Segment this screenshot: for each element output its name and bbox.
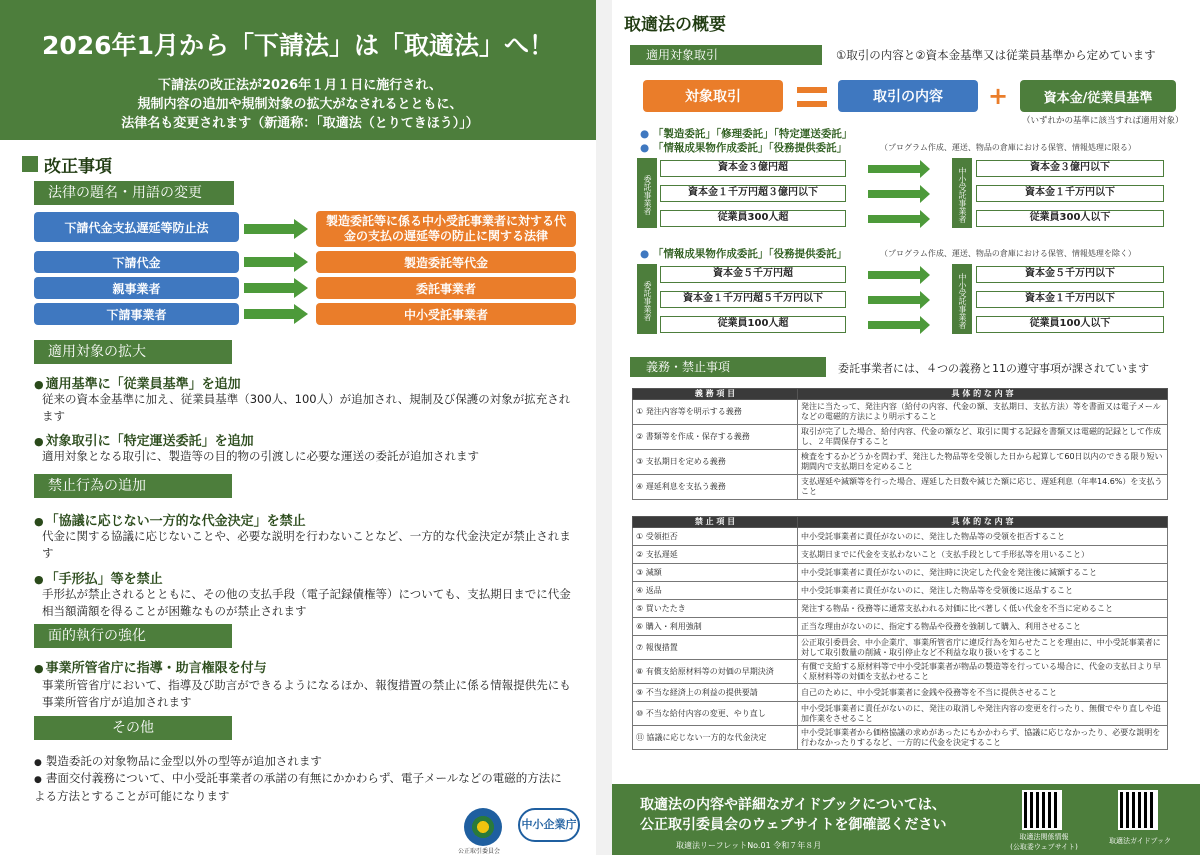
- bar-scope-expansion: 適用対象の拡大: [34, 340, 232, 364]
- square-bullet-icon: [22, 156, 38, 172]
- vlabel-right-2: 中小受託事業者: [952, 264, 972, 334]
- vlabel-left-2: 委託事業者: [637, 264, 657, 334]
- bar-scope: 適用対象取引: [630, 45, 822, 65]
- g2-right-0: 資本金５千万円以下: [976, 266, 1164, 283]
- other-item-2: ● 書面交付義務について、中小受託事業者の承諾の有無にかかわらず、電子メールなどの電磁的方法による方法とすることが可能になります: [34, 770, 564, 804]
- prohibition-table-header-item: 禁 止 項 目: [633, 517, 798, 528]
- table-row: ⑧ 有償支給原材料等の対価の早期決済 有償で支給する原材料等で中小受託事業者が物品の製造等を行っている場合に、代金の支払日より早く原材料等の対価を支払わせること: [633, 660, 1168, 684]
- bullet-head-4: ● 「手形払」等を禁止: [34, 568, 163, 587]
- bar-enforcement: 面的執行の強化: [34, 624, 232, 648]
- bullet-head-2: ● 対象取引に「特定運送委託」を追加: [34, 430, 254, 449]
- table-row: ① 受領拒否 中小受託事業者に責任がないのに、発注した物品等の受領を拒否すること: [633, 528, 1168, 546]
- table-row: ⑪ 協議に応じない一方的な代金決定 中小受託事業者から価格協議の求めがあったにもかかわらず、協議に応じなかったり、必要な説明を行わなかったりするなど、一方的に代金を決定すること: [633, 726, 1168, 750]
- overview-title: 取適法の概要: [624, 15, 726, 35]
- duty-note: 委託事業者には、４つの義務と11の遵守事項が課されています: [838, 362, 1149, 375]
- table-row: ⑤ 買いたたき 発注する物品・役務等に通常支払われる対価に比べ著しく低い代金を不当に定めること: [633, 600, 1168, 618]
- g2-right-2: 従業員100人以下: [976, 316, 1164, 333]
- header-subtitle: 下請法の改正法が2026年１月１日に施行され、 規制内容の追加や規制対象の拡大がなされるとともに、 法律名も変更されます（新通称：「取適法（とりてきほう）」）: [121, 78, 479, 131]
- qr-code-icon[interactable]: [1022, 790, 1062, 830]
- other-item-1: ● 製造委託の対象物品に金型以外の型等が追加されます: [34, 753, 564, 771]
- table-row: ③ 支払期日を定める義務 検査をするかどうかを問わず、発注した物品等を受領した日から起算して60日以内のできる限り短い期間内で支払期日を定めること: [633, 450, 1168, 475]
- qr-code-icon[interactable]: [1118, 790, 1158, 830]
- duty-table: [632, 388, 1168, 500]
- cat1-line1: ● 「製造委託」「修理委託」「特定運送委託」: [640, 126, 852, 141]
- rename-to-1: 製造委託等に係る中小受託事業者に対する代金の支払の遅延等の防止に関する法律: [316, 211, 576, 247]
- table-row: ⑥ 購入・利用強制 正当な理由がないのに、指定する物品や役務を強制して購入、利用させること: [633, 618, 1168, 636]
- bullet-text-5: 事業所管省庁において、指導及び助言ができるようになるほか、報復措置の禁止に係る情報提供先にも事業所管省庁が追加されます: [42, 678, 571, 709]
- cat1-line2: ● 「情報成果物作成委託」「役務提供委託」: [640, 140, 847, 155]
- cat2-line1: ● 「情報成果物作成委託」「役務提供委託」: [640, 246, 847, 261]
- g2-left-1: 資本金１千万円超５千万円以下: [660, 291, 846, 308]
- rename-to-4: 中小受託事業者: [316, 303, 576, 325]
- table-row: ⑩ 不当な給付内容の変更、やり直し 中小受託事業者に責任がないのに、発注の取消しや発注内容の変更を行ったり、無償でやり直しや追加作業をさせること: [633, 702, 1168, 726]
- rename-to-2: 製造委託等代金: [316, 251, 576, 273]
- eq-criteria: 資本金/従業員基準: [1020, 80, 1176, 112]
- table-row: ④ 遅延利息を支払う義務 支払遅延や減額等を行った場合、遅延した日数や減じた額に応じ、遅延利息（年率14.6%）を支払うこと: [633, 475, 1168, 500]
- qr2-label: 取適法ガイドブック: [1108, 837, 1172, 845]
- scope-note: ①取引の内容と②資本金基準又は従業員基準から定めています: [836, 48, 1156, 62]
- bullet-text-4: 手形払が禁止されるとともに、その他の支払手段（電子記録債権等）についても、支払期日までに代金相当額満額を得ることが困難なものが禁止されます: [42, 587, 571, 618]
- jftc-logo-text: 公正取引委員会: [458, 848, 501, 855]
- table-row: ① 発注内容等を明示する義務 発注に当たって、発注内容（給付の内容、代金の額、支払期日、支払方法）等を書面又は電子メールなどの電磁的方法により明示すること: [633, 400, 1168, 425]
- prohibition-table-header-content: 具 体 的 な 内 容: [798, 517, 1168, 528]
- table-row: ⑨ 不当な経済上の利益の提供要請 自己のために、中小受託事業者に金銭や役務等を不当に提供させること: [633, 684, 1168, 702]
- rename-to-3: 委託事業者: [316, 277, 576, 299]
- bar-duties: 義務・禁止事項: [630, 357, 826, 377]
- jftc-logo: [464, 808, 502, 846]
- center-divider: [596, 0, 612, 855]
- rename-from-3: 親事業者: [34, 277, 239, 299]
- sme-agency-logo: 中小企業庁: [518, 808, 580, 842]
- table-row: ④ 返品 中小受託事業者に責任がないのに、発注した物品等を受領後に返品すること: [633, 582, 1168, 600]
- table-row: ② 書類等を作成・保存する義務 取引が完了した場合、給付内容、代金の額など、取引に関する記録を書類又は電磁的記録として作成し、２年間保存すること: [633, 425, 1168, 450]
- page-title: 2026年1月から「下請法」は「取適法」へ！: [42, 31, 554, 60]
- bullet-head-3: ● 「協議に応じない一方的な代金決定」を禁止: [34, 510, 306, 529]
- bullet-head-5: ● 事業所管省庁に指導・助言権限を付与: [34, 657, 267, 676]
- g1-right-1: 資本金１千万円以下: [976, 185, 1164, 202]
- arrow-icon: [868, 296, 920, 304]
- cat1-note: （プログラム作成、運送、物品の倉庫における保管、情報処理に限る）: [880, 143, 1136, 152]
- eq-note: （いずれかの基準に該当すれば適用対象）: [1022, 116, 1184, 126]
- table-row: ③ 減額 中小受託事業者に責任がないのに、発注時に決定した代金を発注後に減額すること: [633, 564, 1168, 582]
- bar-other: その他: [34, 716, 232, 740]
- duty-table-header-item: 義 務 項 目: [633, 389, 798, 400]
- eq-target: 対象取引: [643, 80, 783, 112]
- vlabel-left-1: 委託事業者: [637, 158, 657, 228]
- bar-prohibited-acts: 禁止行為の追加: [34, 474, 232, 498]
- rename-from-1: 下請代金支払遅延等防止法: [34, 212, 239, 242]
- equals-icon: [797, 87, 827, 107]
- arrow-icon: [868, 271, 920, 279]
- arrow-icon: [868, 165, 920, 173]
- bar-title-change: 法律の題名・用語の変更: [34, 181, 234, 205]
- rename-from-2: 下請代金: [34, 251, 239, 273]
- bullet-head-1: ● 適用基準に「従業員基準」を追加: [34, 373, 241, 392]
- section-title-amendments: 改正事項: [44, 157, 112, 177]
- g1-right-0: 資本金３億円以下: [976, 160, 1164, 177]
- left-header: [0, 0, 596, 140]
- vlabel-right-1: 中小受託事業者: [952, 158, 972, 228]
- table-row: ② 支払遅延 支払期日までに代金を支払わないこと（支払手段として手形払等を用いること）: [633, 546, 1168, 564]
- g1-right-2: 従業員300人以下: [976, 210, 1164, 227]
- cat2-note: （プログラム作成、運送、物品の倉庫における保管、情報処理を除く）: [880, 249, 1136, 258]
- plus-icon: +: [988, 82, 1009, 110]
- g2-left-0: 資本金５千万円超: [660, 266, 846, 283]
- footer-line-1: 取適法の内容や詳細なガイドブックについては、: [640, 797, 946, 813]
- table-row: ⑦ 報復措置 公正取引委員会、中小企業庁、事業所管省庁に違反行為を知らせたことを理由に、中小受託事業者に対して取引数量の削減・取引停止など不利益な取り扱いをすること: [633, 636, 1168, 660]
- duty-table-header-content: 具 体 的 な 内 容: [798, 389, 1168, 400]
- g2-right-1: 資本金１千万円以下: [976, 291, 1164, 308]
- prohibition-table: [632, 516, 1168, 750]
- arrow-icon: [868, 215, 920, 223]
- footer: [612, 784, 1200, 855]
- bullet-text-3: 代金に関する協議に応じないことや、必要な説明を行わないことなど、一方的な代金決定が禁止されます: [42, 529, 571, 560]
- arrow-icon: [868, 190, 920, 198]
- g1-left-2: 従業員300人超: [660, 210, 846, 227]
- g1-left-0: 資本金３億円超: [660, 160, 846, 177]
- bullet-text-1: 従来の資本金基準に加え、従業員基準（300人、100人）が追加され、規制及び保護の対象が拡充されます: [42, 392, 571, 423]
- arrow-icon: [868, 321, 920, 329]
- qr1-label: 取適法関係情報 (公取委ウェブサイト): [1010, 833, 1078, 851]
- g2-left-2: 従業員100人超: [660, 316, 846, 333]
- footer-small: 取適法リーフレットNo.01 令和７年８月: [676, 841, 822, 850]
- rename-from-4: 下請事業者: [34, 303, 239, 325]
- bullet-text-2: 適用対象となる取引に、製造等の目的物の引渡しに必要な運送の委託が追加されます: [42, 449, 479, 463]
- g1-left-1: 資本金１千万円超３億円以下: [660, 185, 846, 202]
- footer-line-2: 公正取引委員会のウェブサイトを御確認ください: [640, 817, 947, 833]
- eq-content: 取引の内容: [838, 80, 978, 112]
